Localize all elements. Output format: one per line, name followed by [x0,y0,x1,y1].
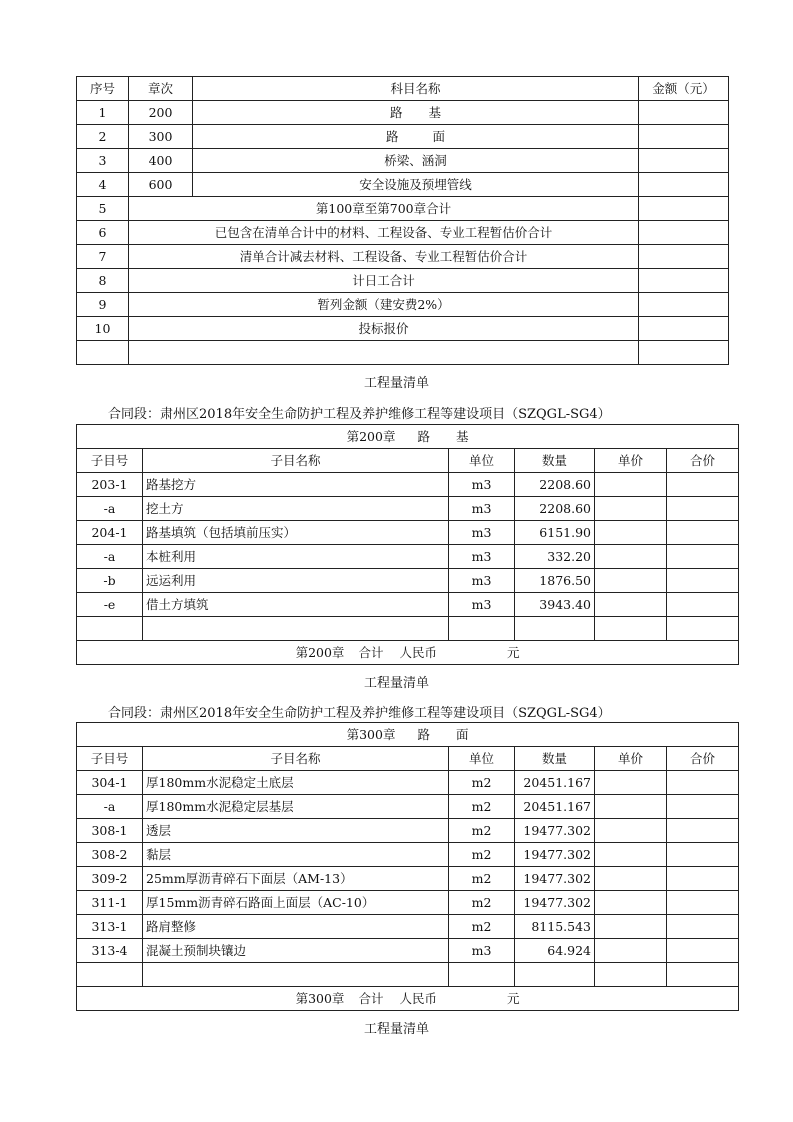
item-name: 厚180mm水泥稳定土底层 [143,771,449,795]
section-title-chapter: 第300章 [346,727,396,742]
empty-cell [143,963,449,987]
section-footer-row [77,987,739,1011]
row-seq: 3 [77,149,129,173]
table-row [77,819,739,843]
item-code: 313-4 [77,939,143,963]
row-chapter: 200 [129,101,193,125]
item-total [667,867,739,891]
table-row [77,915,739,939]
item-price [595,795,667,819]
row-name-a: 路 [389,105,403,120]
row-amount [639,173,729,197]
row-name: 已包含在清单合计中的材料、工程设备、专业工程暂估价合计 [129,221,639,245]
row-amount [639,125,729,149]
item-qty: 2208.60 [515,497,595,521]
item-price [595,593,667,617]
item-qty: 332.20 [515,545,595,569]
table-row [77,473,739,497]
footer-chapter: 第300章 [295,991,345,1006]
item-qty: 19477.302 [515,819,595,843]
item-unit: m2 [449,819,515,843]
header-code: 子目号 [77,449,143,473]
item-code: 313-1 [77,915,143,939]
item-name: 路基填筑（包括填前压实） [143,521,449,545]
item-unit: m2 [449,771,515,795]
caption: 工程量清单 [363,1022,429,1037]
item-qty: 20451.167 [515,795,595,819]
item-price [595,569,667,593]
item-qty: 19477.302 [515,843,595,867]
item-unit: m3 [449,521,515,545]
header-name: 科目名称 [193,77,639,101]
empty-cell [515,963,595,987]
row-seq: 10 [77,317,129,341]
item-total [667,545,739,569]
section-footer-row [77,641,739,665]
item-code: 204-1 [77,521,143,545]
item-unit: m2 [449,795,515,819]
summary-total-row [77,317,729,341]
item-code: -b [77,569,143,593]
caption: 工程量清单 [363,676,429,691]
item-total [667,891,739,915]
item-total [667,569,739,593]
item-price [595,473,667,497]
section-300-table [76,722,739,1011]
section-footer [77,641,739,665]
item-unit: m3 [449,545,515,569]
header-amount: 金额（元） [639,77,729,101]
empty-cell [667,617,739,641]
item-code: -a [77,545,143,569]
item-code: -a [77,795,143,819]
header-seq: 序号 [77,77,129,101]
row-seq: 5 [77,197,129,221]
row-name: 投标报价 [129,317,639,341]
table-row [77,795,739,819]
summary-chapter-row [77,173,729,197]
footer-currency: 人民币 [399,645,437,660]
item-total [667,593,739,617]
item-price [595,939,667,963]
footer-chapter: 第200章 [295,645,345,660]
item-qty: 6151.90 [515,521,595,545]
summary-empty-row [77,341,729,365]
item-total [667,497,739,521]
item-unit: m2 [449,915,515,939]
row-name: 清单合计减去材料、工程设备、专业工程暂估价合计 [129,245,639,269]
empty-cell [129,341,639,365]
header-unit: 单位 [449,747,515,771]
item-name: 借土方填筑 [143,593,449,617]
row-amount [639,293,729,317]
table-row [77,521,739,545]
item-qty: 19477.302 [515,867,595,891]
row-name [193,125,639,149]
item-name: 厚180mm水泥稳定层基层 [143,795,449,819]
header-price: 单价 [595,747,667,771]
item-unit: m2 [449,891,515,915]
table-row [77,867,739,891]
item-header-row [77,449,739,473]
item-name: 本桩利用 [143,545,449,569]
item-unit: m3 [449,593,515,617]
item-code: -a [77,497,143,521]
contract-line: 合同段：肃州区2018年安全生命防护工程及养护维修工程等建设项目（SZQGL-SG4） [108,706,611,721]
row-amount [639,197,729,221]
empty-cell [449,963,515,987]
row-amount [639,101,729,125]
item-name: 路基挖方 [143,473,449,497]
summary-chapter-row [77,149,729,173]
row-seq: 4 [77,173,129,197]
header-unit: 单位 [449,449,515,473]
item-total [667,795,739,819]
empty-cell [449,617,515,641]
section-title [77,425,739,449]
table-row [77,843,739,867]
item-code: 309-2 [77,867,143,891]
footer-currency: 人民币 [399,991,437,1006]
row-seq: 8 [77,269,129,293]
footer-unit: 元 [506,645,520,660]
item-name: 透层 [143,819,449,843]
table-row [77,593,739,617]
empty-cell [77,963,143,987]
item-price [595,771,667,795]
table-row [77,939,739,963]
item-name: 25mm厚沥青碎石下面层（AM-13） [143,867,449,891]
item-total [667,473,739,497]
item-price [595,891,667,915]
empty-cell [77,617,143,641]
row-name-a: 路 [385,129,399,144]
section-footer [77,987,739,1011]
row-name: 桥梁、涵洞 [193,149,639,173]
footer-label: 合计 [358,645,384,660]
row-amount [639,149,729,173]
row-chapter: 600 [129,173,193,197]
item-unit: m2 [449,843,515,867]
item-price [595,497,667,521]
table-row [77,545,739,569]
header-qty: 数量 [515,747,595,771]
header-total: 合价 [667,747,739,771]
table-row [77,891,739,915]
row-seq: 1 [77,101,129,125]
row-seq: 6 [77,221,129,245]
item-price [595,843,667,867]
header-price: 单价 [595,449,667,473]
row-name: 安全设施及预埋管线 [193,173,639,197]
row-seq: 9 [77,293,129,317]
header-name: 子目名称 [143,449,449,473]
summary-chapter-row [77,125,729,149]
item-name: 挖土方 [143,497,449,521]
summary-total-row [77,221,729,245]
caption: 工程量清单 [363,376,429,391]
item-qty: 64.924 [515,939,595,963]
item-price [595,867,667,891]
section-title [77,723,739,747]
item-total [667,521,739,545]
item-name: 远运利用 [143,569,449,593]
summary-chapter-row [77,101,729,125]
empty-row [77,617,739,641]
header-qty: 数量 [515,449,595,473]
empty-row [77,963,739,987]
header-chapter: 章次 [129,77,193,101]
item-code: 311-1 [77,891,143,915]
item-qty: 20451.167 [515,771,595,795]
section-title-a: 路 [417,429,430,444]
row-name [193,101,639,125]
header-total: 合价 [667,449,739,473]
item-unit: m3 [449,473,515,497]
summary-total-row [77,245,729,269]
row-name-b: 基 [428,105,442,120]
section-title-row [77,425,739,449]
item-code: 308-1 [77,819,143,843]
empty-cell [595,617,667,641]
summary-header-row [77,77,729,101]
item-price [595,545,667,569]
row-amount [639,269,729,293]
item-code: 308-2 [77,843,143,867]
item-qty: 3943.40 [515,593,595,617]
empty-cell [667,963,739,987]
item-unit: m2 [449,867,515,891]
item-code: 304-1 [77,771,143,795]
section-title-a: 路 [417,727,430,742]
item-qty: 8115.543 [515,915,595,939]
footer-label: 合计 [358,991,384,1006]
row-amount [639,245,729,269]
item-qty: 19477.302 [515,891,595,915]
item-total [667,819,739,843]
item-qty: 2208.60 [515,473,595,497]
item-total [667,771,739,795]
empty-cell [77,341,129,365]
footer-unit: 元 [506,991,520,1006]
table-row [77,771,739,795]
item-unit: m3 [449,497,515,521]
item-price [595,915,667,939]
item-name: 黏层 [143,843,449,867]
row-seq: 7 [77,245,129,269]
item-total [667,843,739,867]
row-name: 暂列金额（建安费2%） [129,293,639,317]
item-code: -e [77,593,143,617]
summary-table [76,76,729,365]
item-code: 203-1 [77,473,143,497]
summary-total-row [77,269,729,293]
item-name: 厚15mm沥青碎石路面上面层（AC-10） [143,891,449,915]
section-title-chapter: 第200章 [346,429,396,444]
item-price [595,819,667,843]
table-row [77,497,739,521]
item-total [667,915,739,939]
row-amount [639,221,729,245]
item-price [595,521,667,545]
section-200-table [76,424,739,665]
item-total [667,939,739,963]
empty-cell [143,617,449,641]
header-name: 子目名称 [143,747,449,771]
item-unit: m3 [449,569,515,593]
section-title-b: 面 [455,727,469,742]
item-unit: m3 [449,939,515,963]
row-name-b: 面 [432,129,446,144]
summary-total-row [77,197,729,221]
header-code: 子目号 [77,747,143,771]
row-name: 计日工合计 [129,269,639,293]
item-name: 路肩整修 [143,915,449,939]
row-chapter: 400 [129,149,193,173]
row-seq: 2 [77,125,129,149]
section-title-b: 基 [455,429,469,444]
empty-cell [595,963,667,987]
row-amount [639,317,729,341]
section-title-row [77,723,739,747]
item-qty: 1876.50 [515,569,595,593]
contract-line: 合同段：肃州区2018年安全生命防护工程及养护维修工程等建设项目（SZQGL-SG4） [108,407,611,422]
item-name: 混凝土预制块镶边 [143,939,449,963]
empty-cell [515,617,595,641]
empty-cell [639,341,729,365]
item-header-row [77,747,739,771]
row-name: 第100章至第700章合计 [129,197,639,221]
summary-total-row [77,293,729,317]
table-row [77,569,739,593]
row-chapter: 300 [129,125,193,149]
